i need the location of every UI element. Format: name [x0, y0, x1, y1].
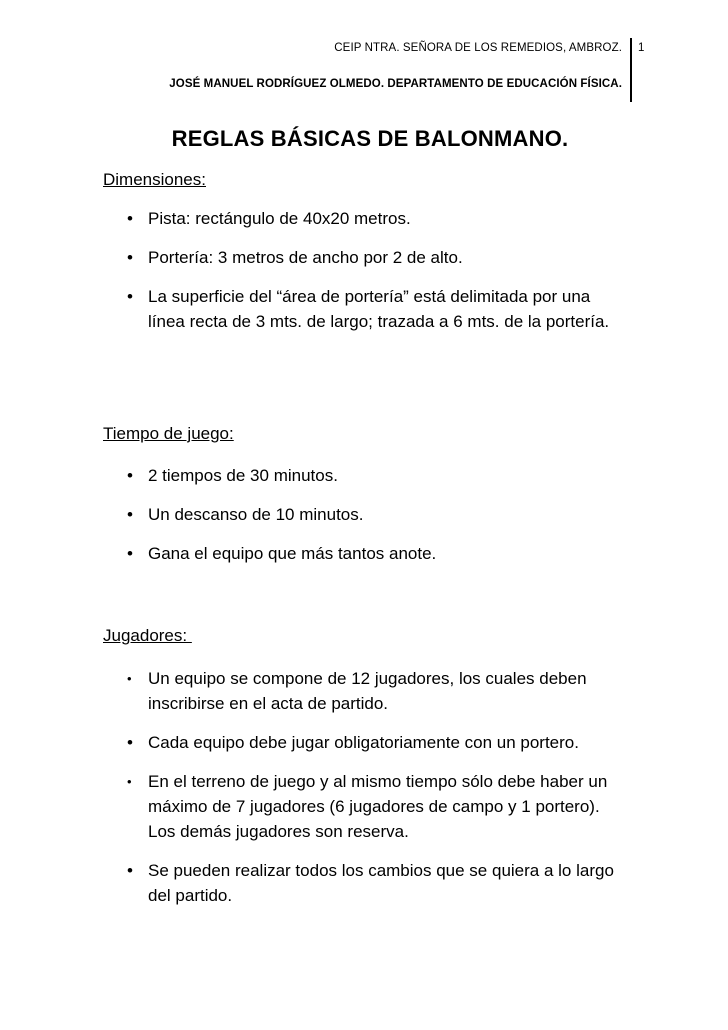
list-item-text: Pista: rectángulo de 40x20 metros. [148, 209, 411, 228]
list-jugadores [0, 666, 628, 922]
page-number: 1 [638, 42, 645, 54]
bullet-icon: • [127, 287, 133, 306]
bullet-icon: • [127, 505, 133, 524]
list-item-text: Cada equipo debe jugar obligatoriamente con un portero. [148, 733, 579, 752]
list-item [0, 245, 628, 270]
list-item [0, 502, 628, 527]
list-item [0, 463, 628, 488]
bullet-icon: • [127, 671, 132, 686]
bullet-icon: • [127, 544, 133, 563]
list-item-text: 2 tiempos de 30 minutos. [148, 466, 338, 485]
list-item-text: La superficie del “área de portería” está delimitada por una línea recta de 3 mts. de largo; trazada a 6 mts. de la portería. [148, 287, 610, 331]
bullet-icon: • [127, 248, 133, 267]
list-dimensiones [0, 206, 628, 348]
list-item [0, 541, 628, 566]
page-header [0, 38, 728, 108]
section-heading-jugadores: Jugadores: [103, 626, 192, 645]
list-tiempo [0, 463, 628, 580]
header-author: JOSÉ MANUEL RODRÍGUEZ OLMEDO. DEPARTAMENTO DE EDUCACIÓN FÍSICA. [169, 78, 622, 90]
list-item-text: Un descanso de 10 minutos. [148, 505, 364, 524]
list-item [0, 206, 628, 231]
header-school: CEIP NTRA. SEÑORA DE LOS REMEDIOS, AMBROZ. [334, 42, 622, 54]
list-item-text: Portería: 3 metros de ancho por 2 de alto. [148, 248, 463, 267]
bullet-icon: • [127, 774, 132, 789]
list-item-text: Gana el equipo que más tantos anote. [148, 544, 437, 563]
list-item-text: Se pueden realizar todos los cambios que se quiera a lo largo del partido. [148, 861, 614, 905]
list-item-text: Un equipo se compone de 12 jugadores, los cuales deben inscribirse en el acta de partido. [148, 669, 587, 713]
bullet-icon: • [127, 861, 133, 880]
section-heading-dimensiones: Dimensiones: [103, 170, 206, 189]
list-item [0, 858, 628, 908]
bullet-icon: • [127, 209, 133, 228]
section-heading-tiempo: Tiempo de juego: [103, 424, 234, 443]
list-item [0, 284, 628, 334]
header-divider [630, 38, 632, 102]
list-item [0, 730, 628, 755]
list-item-text: En el terreno de juego y al mismo tiempo sólo debe haber un máximo de 7 jugadores (6 jugadores de campo y 1 portero). Los demás jugadores son reserva. [148, 772, 608, 841]
bullet-icon: • [127, 733, 133, 752]
bullet-icon: • [127, 466, 133, 485]
list-item [0, 769, 628, 844]
document-title: REGLAS BÁSICAS DE BALONMANO. [171, 126, 569, 151]
list-item [0, 666, 628, 716]
